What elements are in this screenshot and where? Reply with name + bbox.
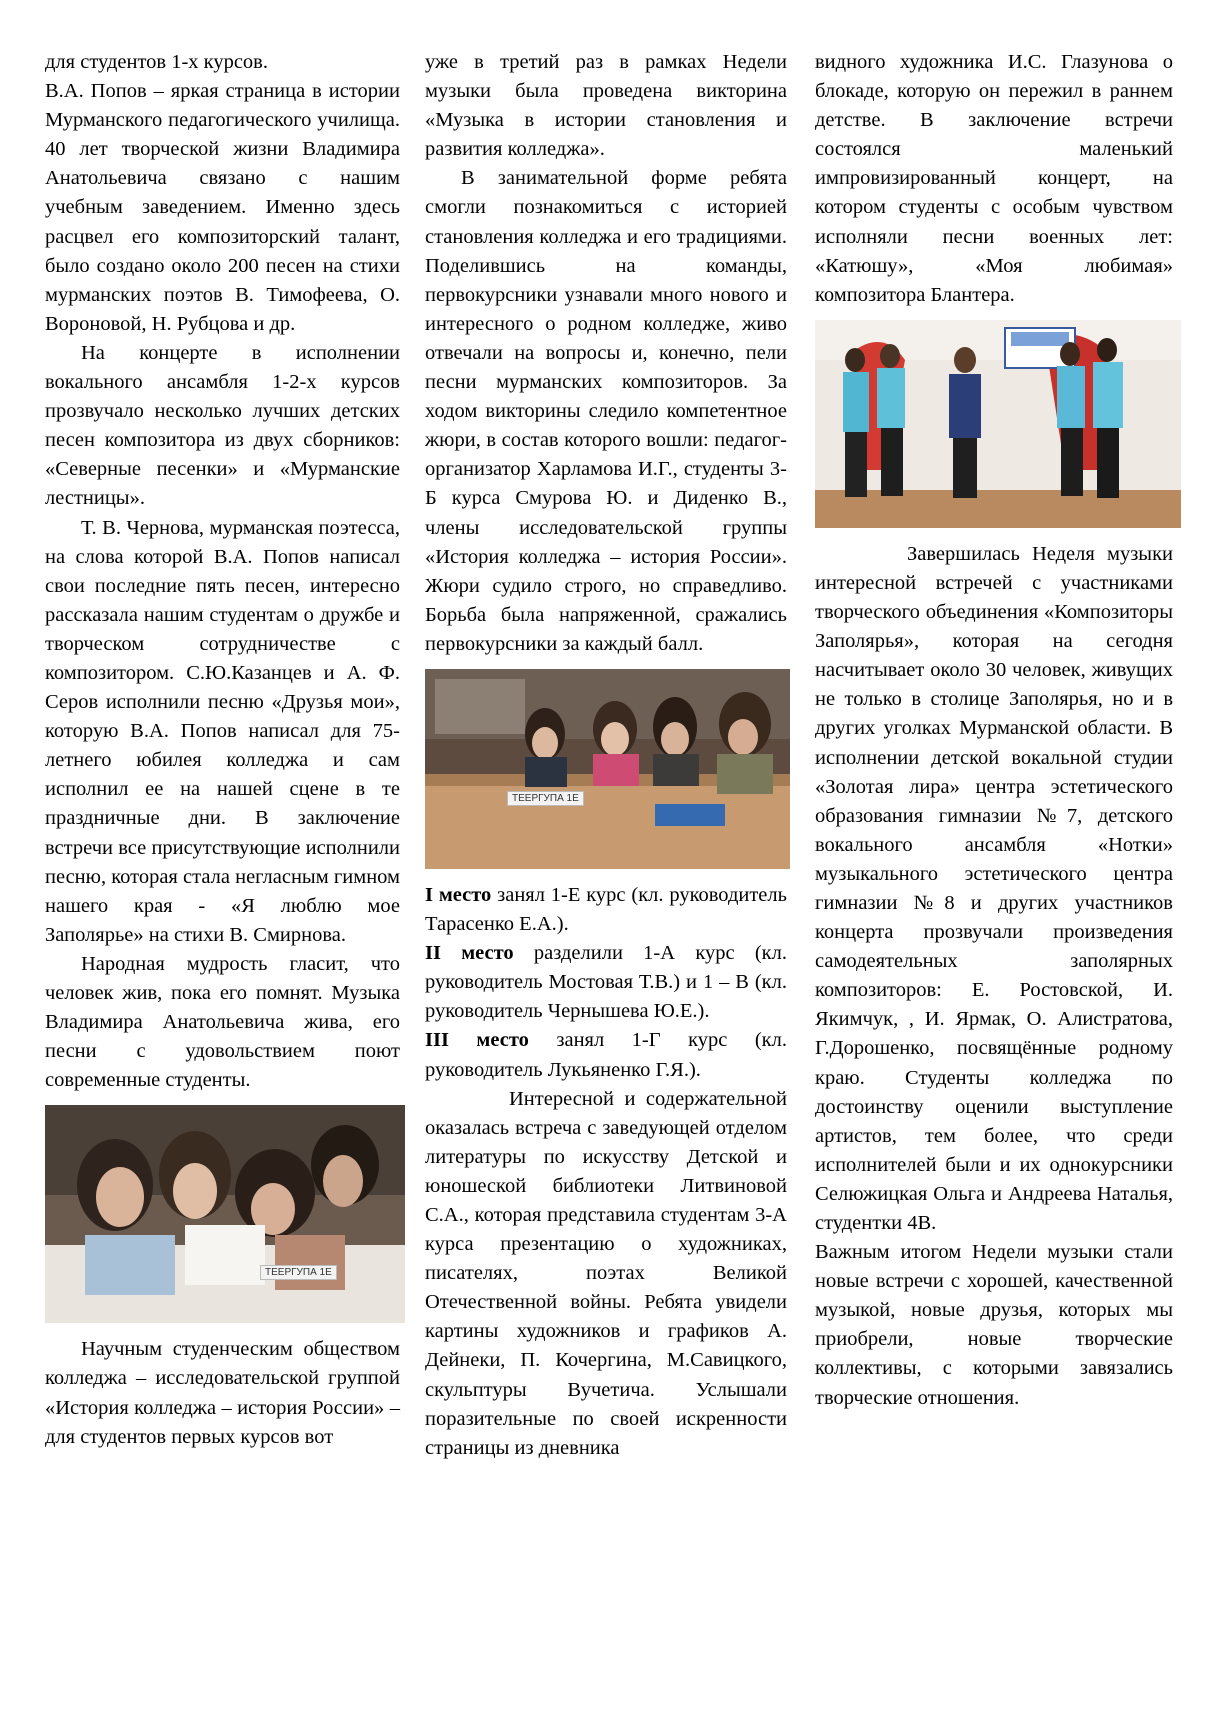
paragraph: Т. В. Чернова, мурманская поэтесса, на слова которой В.А. Попов написал свои последние пять песен, интересно рассказала нашим студентам о дружбе и творческом сотрудничестве с композитором. С.Ю.Казанцев и А. Ф. Серов исполнили песню «Друзья мои», которую В.А. Попов написал для 75-летнего юбилея колледжа и сам исполнил ее на нашей сцене в те праздничные дни. В заключение встречи все присутствующие исполнили песню, которая стала негласным гимном нашего края - «Я люблю мое Заполярье» на стихи В. Смирнова. <box>45 516 400 946</box>
paragraph: видного художника И.С. Глазунова о блокаде, которую он пережил в раннем детстве. В заключение встречи состоялся маленький импровизированный концерт, на котором студенты с особым чувством исполняли песни военных лет: «Катюшу», «Моя любимая» композитора Блантера. <box>815 51 1173 306</box>
paragraph: уже в третий раз в рамках Недели музыки была проведена викторина «Музыка в истории становления и развития колледжа». <box>425 51 787 161</box>
paragraph: Научным студенческим обществом колледжа – исследовательской группой «История колледжа – история России» – для студентов первых курсов вот <box>45 1338 400 1448</box>
place-second-text: разделили 1-А курс (кл. руководитель Мостовая Т.В.) и 1 – В (кл. руководитель Чернышева Ю.Е.). <box>425 942 787 1023</box>
photo-label: ТЕЕРГУПА 1Е <box>507 791 584 806</box>
photo-label: ТЕЕРГУПА 1Е <box>260 1265 337 1280</box>
column-right <box>815 48 1173 1413</box>
photo-vocal-ensemble <box>815 320 1181 528</box>
paragraph: Интересной и содержательной оказалась встреча с заведующей отделом литературы по искусству Детской и юношеской библиотеки Литвиновой С.А., которая представила студентам 3-А курса презентацию о художниках, писателях, поэтах Великой Отечественной войны. Ребята увидели картины художников и графиков А. Дейнеки, П. Кочергина, М.Савицкого, скульптуры Вучетича. Услышали поразительные по своей искренности страницы из дневника <box>425 1087 787 1459</box>
place-third <box>425 1026 787 1084</box>
photo-students-writing-image <box>45 1105 405 1323</box>
photo-vocal-ensemble-image <box>815 320 1181 528</box>
place-third-text: занял 1-Г курс (кл. руководитель Лукьяненко Г.Я.). <box>425 1029 787 1081</box>
column-middle <box>425 48 787 1463</box>
place-second-title: II место <box>425 942 514 965</box>
paragraph: Важным итогом Недели музыки стали новые встречи с хорошей, качественной музыкой, новые друзья, которых мы приобрели, новые творческие коллективы, с которыми завязались творческие отношения. <box>815 1241 1173 1409</box>
paragraph: В занимательной форме ребята смогли познакомиться с историей становления колледжа и его традициями. Поделившись на команды, первокурсники узнавали много нового и интересного о родном колледже, живо отвечали на вопросы и, конечно, пели песни мурманских композиторов. За ходом викторины следило компетентное жюри, в состав которого вошли: педагог-организатор Харламова И.Г., студенты 3-Б курса Смурова Ю. и Диденко В., члены исследовательской группы «История колледжа – история России». Жюри судило строго, но справедливо. Борьба была напряженной, сражались первокурсники за каждый балл. <box>425 167 787 655</box>
photo-students-writing <box>45 1105 405 1323</box>
paragraph: На концерте в исполнении вокального ансамбля 1-2-х курсов прозвучало несколько лучших детских песен композитора из двух сборников: «Северные песенки» и «Мурманские лестницы». <box>45 341 400 510</box>
column-left <box>45 48 400 1452</box>
paragraph: В.А. Попов – яркая страница в истории Мурманского педагогического училища. 40 лет творческой жизни Владимира Анатольевича связано с нашим учебным заведением. Именно здесь расцвел его композиторский талант, было создано около 200 песен на стихи мурманских поэтов В. Тимофеева, О. Вороновой, Н. Рубцова и др. <box>45 80 400 335</box>
photo-quiz-jury-image <box>425 669 790 869</box>
place-third-title: III место <box>425 1029 529 1052</box>
paragraph: для студентов 1-х курсов. <box>45 51 268 73</box>
place-first-title: I место <box>425 883 492 906</box>
photo-quiz-jury <box>425 669 790 869</box>
place-first <box>425 881 787 939</box>
place-second <box>425 939 787 1026</box>
paragraph: Завершилась Неделя музыки интересной встречей с участниками творческого объединения «Композиторы Заполярья», которая на сегодня насчитывает около 30 человек, живущих не только в столице Заполярья, но и в других уголках Мурманской области. В исполнении детской вокальной студии «Золотая лира» центра эстетического образования гимназии №7, детского вокального ансамбля «Нотки» музыкального эстетического центра гимназии №8 и других участников концерта прозвучали произведения самодеятельных заполярных композиторов: Е. Ростовской, И. Якимчук, , И. Ярмак, О. Алистратова, Г.Дорошенко, посвящённые родному краю. Студенты колледжа по достоинству оценили выступление артистов, тем более, что среди исполнителей были и их однокурсники Селюжицкая Ольга и Андреева Наталья, студентки 4В. <box>815 542 1173 1234</box>
place-first-text: занял 1-Е курс (кл. руководитель Тарасенко Е.А.). <box>425 883 787 936</box>
paragraph: Народная мудрость гласит, что человек жив, пока его помнят. Музыка Владимира Анатольевича жива, его песни с удовольствием поют современные студенты. <box>45 952 400 1092</box>
